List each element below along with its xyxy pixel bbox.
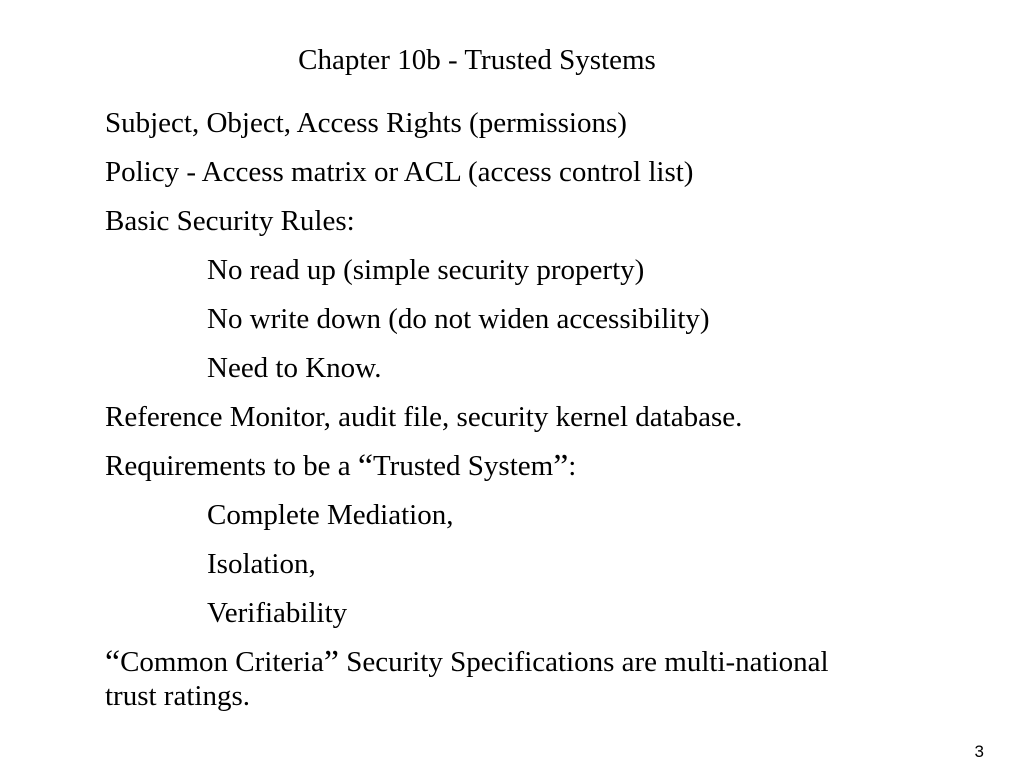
requirements-suffix: : [568,450,577,482]
slide-title: Chapter 10b - Trusted Systems [298,44,656,76]
rule-no-read-up: No read up (simple security property) [207,254,645,286]
requirement-complete-mediation: Complete Mediation, [207,499,454,531]
criteria-rest: Security Specifications are multi-national trust ratings. [105,646,829,712]
bullet-basic-security-rules: Basic Security Rules: [105,205,355,237]
requirements-term: Trusted System [372,450,554,482]
criteria-term: Common Criteria [120,646,324,678]
close-quote: ” [323,644,339,681]
open-quote: “ [105,644,121,681]
bullet-subject-object: Subject, Object, Access Rights (permissions) [105,107,627,139]
bullet-reference-monitor: Reference Monitor, audit file, security kernel database. [105,401,743,433]
rule-need-to-know: Need to Know. [207,352,382,384]
bullet-policy: Policy - Access matrix or ACL (access control list) [105,156,694,188]
rule-no-write-down: No write down (do not widen accessibility) [207,303,710,335]
page-number: 3 [974,742,984,761]
open-quote: “ [357,448,373,485]
close-quote: ” [553,448,569,485]
requirement-isolation: Isolation, [207,548,316,580]
bullet-trusted-system-requirements [105,449,576,483]
bullet-common-criteria [105,645,865,713]
requirements-prefix: Requirements to be a [105,450,358,482]
requirement-verifiability: Verifiability [207,597,348,629]
